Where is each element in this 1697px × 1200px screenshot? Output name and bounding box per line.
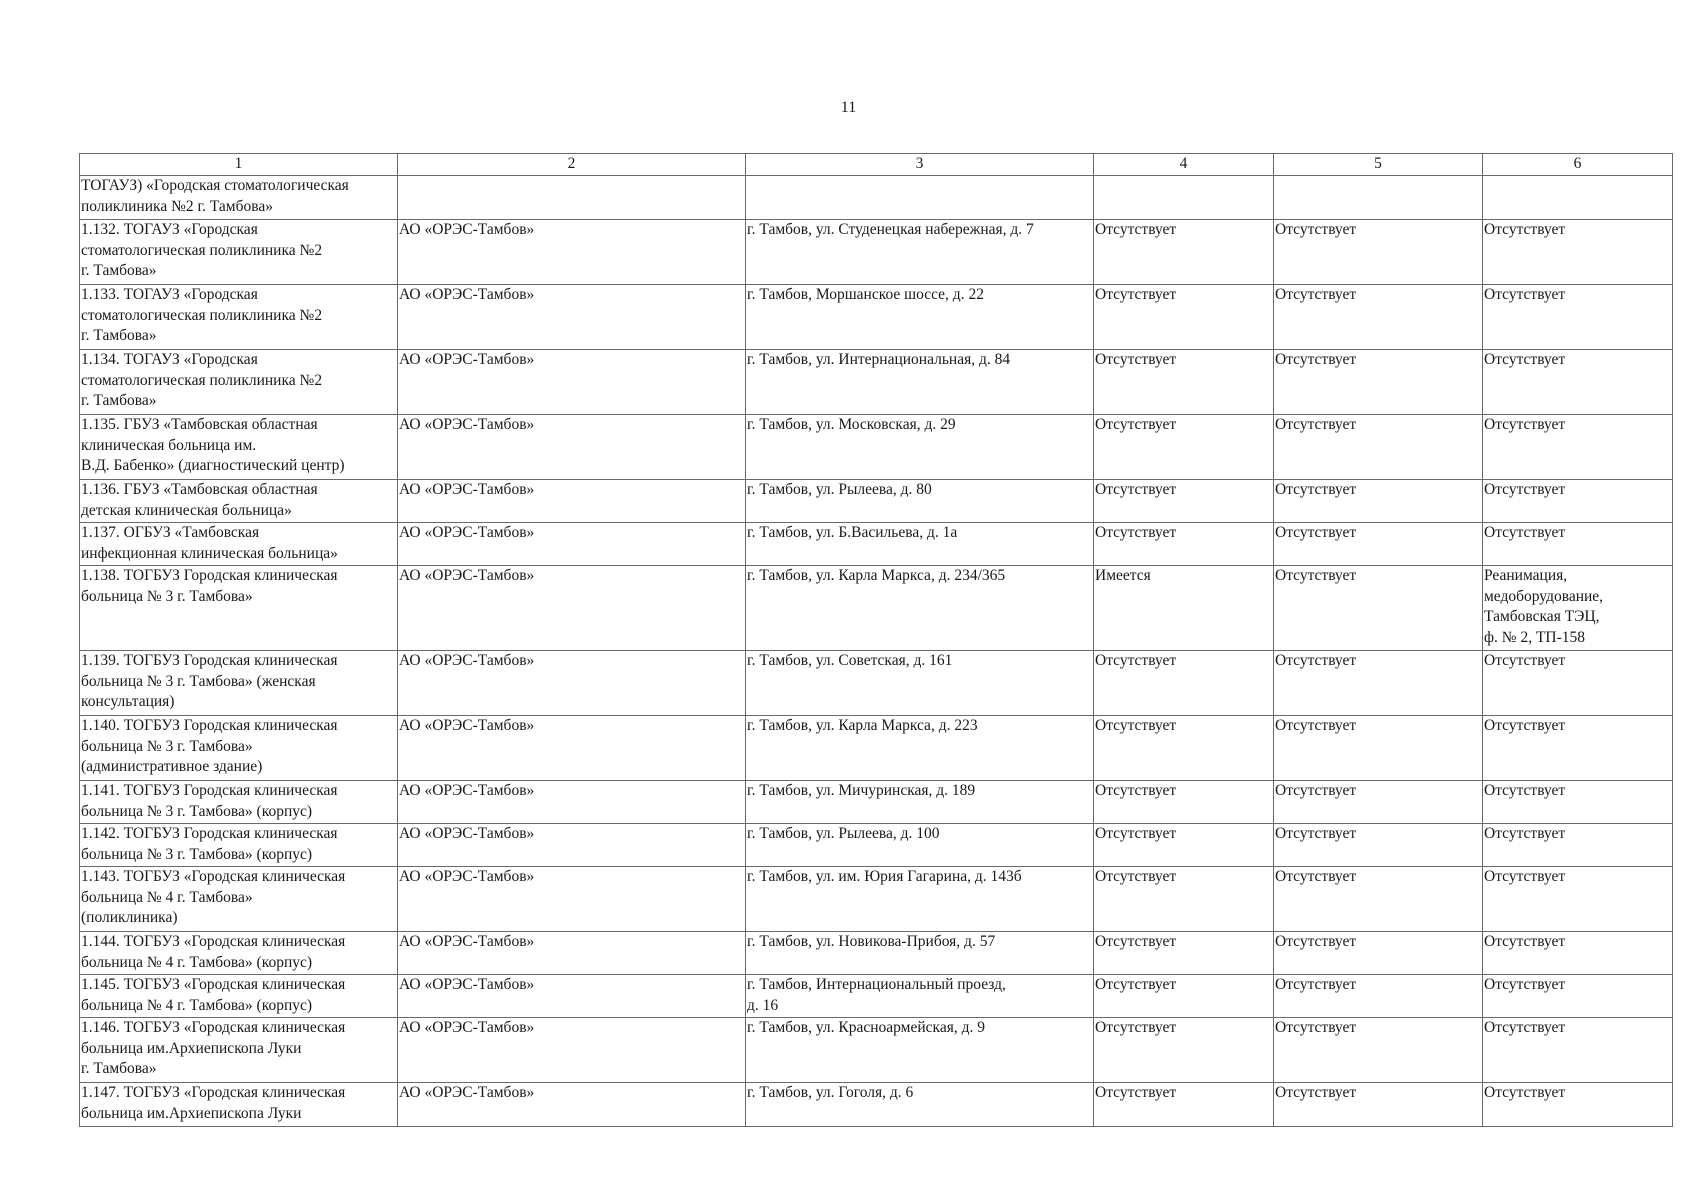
- address-cell: г. Тамбов, Интернациональный проезд, д. 16: [746, 975, 1094, 1018]
- status-cell-4: Отсутствует: [1094, 824, 1274, 867]
- address-cell: г. Тамбов, ул. Красноармейская, д. 9: [746, 1018, 1094, 1083]
- status-cell-5: Отсутствует: [1274, 932, 1483, 975]
- status-cell-6: Отсутствует: [1483, 932, 1673, 975]
- table-row: [80, 1018, 1673, 1083]
- organization-cell: АО «ОРЭС-Тамбов»: [398, 1018, 746, 1083]
- organization-cell: АО «ОРЭС-Тамбов»: [398, 566, 746, 651]
- object-name-cell: 1.133. ТОГАУЗ «Городская стоматологическая поликлиника №2 г. Тамбова»: [80, 285, 398, 350]
- status-cell-4: Отсутствует: [1094, 1083, 1274, 1127]
- table-row: [80, 1083, 1673, 1127]
- status-cell-6: [1483, 176, 1673, 220]
- status-cell-5: Отсутствует: [1274, 415, 1483, 480]
- status-cell-4: Отсутствует: [1094, 285, 1274, 350]
- status-cell-4: Отсутствует: [1094, 781, 1274, 824]
- organization-cell: АО «ОРЭС-Тамбов»: [398, 523, 746, 566]
- object-name-cell: 1.145. ТОГБУЗ «Городская клиническая больница № 4 г. Тамбова» (корпус): [80, 975, 398, 1018]
- status-cell-6: Отсутствует: [1483, 523, 1673, 566]
- address-cell: г. Тамбов, ул. Б.Васильева, д. 1а: [746, 523, 1094, 566]
- status-cell-5: [1274, 176, 1483, 220]
- organization-cell: АО «ОРЭС-Тамбов»: [398, 867, 746, 932]
- object-name-cell: 1.142. ТОГБУЗ Городская клиническая больница № 3 г. Тамбова» (корпус): [80, 824, 398, 867]
- table-row: [80, 220, 1673, 285]
- table-row: [80, 176, 1673, 220]
- status-cell-6: Отсутствует: [1483, 350, 1673, 415]
- table-row: [80, 867, 1673, 932]
- organization-cell: АО «ОРЭС-Тамбов»: [398, 285, 746, 350]
- table-row: [80, 480, 1673, 523]
- table-row: [80, 781, 1673, 824]
- object-name-cell: 1.137. ОГБУЗ «Тамбовская инфекционная клиническая больница»: [80, 523, 398, 566]
- organization-cell: АО «ОРЭС-Тамбов»: [398, 716, 746, 781]
- address-cell: г. Тамбов, Моршанское шоссе, д. 22: [746, 285, 1094, 350]
- address-cell: г. Тамбов, ул. Студенецкая набережная, д. 7: [746, 220, 1094, 285]
- status-cell-5: Отсутствует: [1274, 523, 1483, 566]
- table-row: [80, 651, 1673, 716]
- address-cell: г. Тамбов, ул. Новикова-Прибоя, д. 57: [746, 932, 1094, 975]
- page-number: 11: [840, 99, 857, 116]
- status-cell-6: Отсутствует: [1483, 480, 1673, 523]
- table-row: [80, 566, 1673, 651]
- address-cell: г. Тамбов, ул. Рылеева, д. 100: [746, 824, 1094, 867]
- object-name-cell: 1.141. ТОГБУЗ Городская клиническая больница № 3 г. Тамбова» (корпус): [80, 781, 398, 824]
- address-cell: [746, 176, 1094, 220]
- organization-cell: [398, 176, 746, 220]
- address-cell: г. Тамбов, ул. Интернациональная, д. 84: [746, 350, 1094, 415]
- table-header-row: [80, 154, 1673, 176]
- object-name-cell: 1.135. ГБУЗ «Тамбовская областная клиническая больница им. В.Д. Бабенко» (диагностический центр): [80, 415, 398, 480]
- status-cell-6: Отсутствует: [1483, 285, 1673, 350]
- object-name-cell: 1.136. ГБУЗ «Тамбовская областная детская клиническая больница»: [80, 480, 398, 523]
- status-cell-5: Отсутствует: [1274, 651, 1483, 716]
- address-cell: г. Тамбов, ул. им. Юрия Гагарина, д. 143б: [746, 867, 1094, 932]
- status-cell-4: Отсутствует: [1094, 1018, 1274, 1083]
- status-cell-4: Отсутствует: [1094, 651, 1274, 716]
- status-cell-4: Отсутствует: [1094, 975, 1274, 1018]
- table-row: [80, 932, 1673, 975]
- address-cell: г. Тамбов, ул. Мичуринская, д. 189: [746, 781, 1094, 824]
- organization-cell: АО «ОРЭС-Тамбов»: [398, 651, 746, 716]
- organization-cell: АО «ОРЭС-Тамбов»: [398, 480, 746, 523]
- object-name-cell: 1.146. ТОГБУЗ «Городская клиническая больница им.Архиепископа Луки г. Тамбова»: [80, 1018, 398, 1083]
- status-cell-5: Отсутствует: [1274, 716, 1483, 781]
- organization-cell: АО «ОРЭС-Тамбов»: [398, 415, 746, 480]
- organization-cell: АО «ОРЭС-Тамбов»: [398, 975, 746, 1018]
- status-cell-5: Отсутствует: [1274, 220, 1483, 285]
- status-cell-6: Отсутствует: [1483, 781, 1673, 824]
- address-cell: г. Тамбов, ул. Рылеева, д. 80: [746, 480, 1094, 523]
- status-cell-4: Отсутствует: [1094, 716, 1274, 781]
- table-body: [80, 176, 1673, 1127]
- status-cell-6: Реанимация, медоборудование, Тамбовская ТЭЦ, ф. № 2, ТП-158: [1483, 566, 1673, 651]
- column-header: 2: [398, 154, 746, 176]
- organization-cell: АО «ОРЭС-Тамбов»: [398, 1083, 746, 1127]
- status-cell-4: Отсутствует: [1094, 415, 1274, 480]
- object-name-cell: 1.140. ТОГБУЗ Городская клиническая больница № 3 г. Тамбова» (административное здание): [80, 716, 398, 781]
- status-cell-6: Отсутствует: [1483, 220, 1673, 285]
- table-row: [80, 415, 1673, 480]
- object-name-cell: 1.144. ТОГБУЗ «Городская клиническая больница № 4 г. Тамбова» (корпус): [80, 932, 398, 975]
- table-row: [80, 716, 1673, 781]
- status-cell-5: Отсутствует: [1274, 1083, 1483, 1127]
- object-name-cell: 1.132. ТОГАУЗ «Городская стоматологическая поликлиника №2 г. Тамбова»: [80, 220, 398, 285]
- status-cell-5: Отсутствует: [1274, 781, 1483, 824]
- status-cell-4: Отсутствует: [1094, 867, 1274, 932]
- table-row: [80, 523, 1673, 566]
- organization-cell: АО «ОРЭС-Тамбов»: [398, 824, 746, 867]
- status-cell-5: Отсутствует: [1274, 350, 1483, 415]
- status-cell-4: Отсутствует: [1094, 480, 1274, 523]
- organization-cell: АО «ОРЭС-Тамбов»: [398, 781, 746, 824]
- address-cell: г. Тамбов, ул. Гоголя, д. 6: [746, 1083, 1094, 1127]
- status-cell-6: Отсутствует: [1483, 1018, 1673, 1083]
- table-row: [80, 975, 1673, 1018]
- address-cell: г. Тамбов, ул. Карла Маркса, д. 223: [746, 716, 1094, 781]
- status-cell-6: Отсутствует: [1483, 867, 1673, 932]
- organization-cell: АО «ОРЭС-Тамбов»: [398, 932, 746, 975]
- status-cell-5: Отсутствует: [1274, 566, 1483, 651]
- status-cell-5: Отсутствует: [1274, 285, 1483, 350]
- table-row: [80, 350, 1673, 415]
- column-header: 5: [1274, 154, 1483, 176]
- status-cell-6: Отсутствует: [1483, 975, 1673, 1018]
- table-row: [80, 824, 1673, 867]
- table-row: [80, 285, 1673, 350]
- column-header: 6: [1483, 154, 1673, 176]
- object-name-cell: 1.147. ТОГБУЗ «Городская клиническая больница им.Архиепископа Луки: [80, 1083, 398, 1127]
- status-cell-6: Отсутствует: [1483, 824, 1673, 867]
- status-cell-4: Отсутствует: [1094, 523, 1274, 566]
- status-cell-5: Отсутствует: [1274, 1018, 1483, 1083]
- object-name-cell: ТОГАУЗ) «Городская стоматологическая поликлиника №2 г. Тамбова»: [80, 176, 398, 220]
- status-cell-5: Отсутствует: [1274, 824, 1483, 867]
- address-cell: г. Тамбов, ул. Советская, д. 161: [746, 651, 1094, 716]
- column-header: 1: [80, 154, 398, 176]
- status-cell-6: Отсутствует: [1483, 415, 1673, 480]
- objects-table: [79, 153, 1673, 1127]
- organization-cell: АО «ОРЭС-Тамбов»: [398, 220, 746, 285]
- status-cell-6: Отсутствует: [1483, 716, 1673, 781]
- status-cell-4: Имеется: [1094, 566, 1274, 651]
- column-header: 4: [1094, 154, 1274, 176]
- status-cell-5: Отсутствует: [1274, 975, 1483, 1018]
- object-name-cell: 1.143. ТОГБУЗ «Городская клиническая больница № 4 г. Тамбова» (поликлиника): [80, 867, 398, 932]
- address-cell: г. Тамбов, ул. Московская, д. 29: [746, 415, 1094, 480]
- status-cell-4: Отсутствует: [1094, 220, 1274, 285]
- column-header: 3: [746, 154, 1094, 176]
- status-cell-6: Отсутствует: [1483, 1083, 1673, 1127]
- status-cell-6: Отсутствует: [1483, 651, 1673, 716]
- object-name-cell: 1.138. ТОГБУЗ Городская клиническая больница № 3 г. Тамбова»: [80, 566, 398, 651]
- object-name-cell: 1.134. ТОГАУЗ «Городская стоматологическая поликлиника №2 г. Тамбова»: [80, 350, 398, 415]
- status-cell-5: Отсутствует: [1274, 480, 1483, 523]
- address-cell: г. Тамбов, ул. Карла Маркса, д. 234/365: [746, 566, 1094, 651]
- status-cell-4: Отсутствует: [1094, 932, 1274, 975]
- object-name-cell: 1.139. ТОГБУЗ Городская клиническая больница № 3 г. Тамбова» (женская консультация): [80, 651, 398, 716]
- organization-cell: АО «ОРЭС-Тамбов»: [398, 350, 746, 415]
- status-cell-4: Отсутствует: [1094, 350, 1274, 415]
- status-cell-4: [1094, 176, 1274, 220]
- status-cell-5: Отсутствует: [1274, 867, 1483, 932]
